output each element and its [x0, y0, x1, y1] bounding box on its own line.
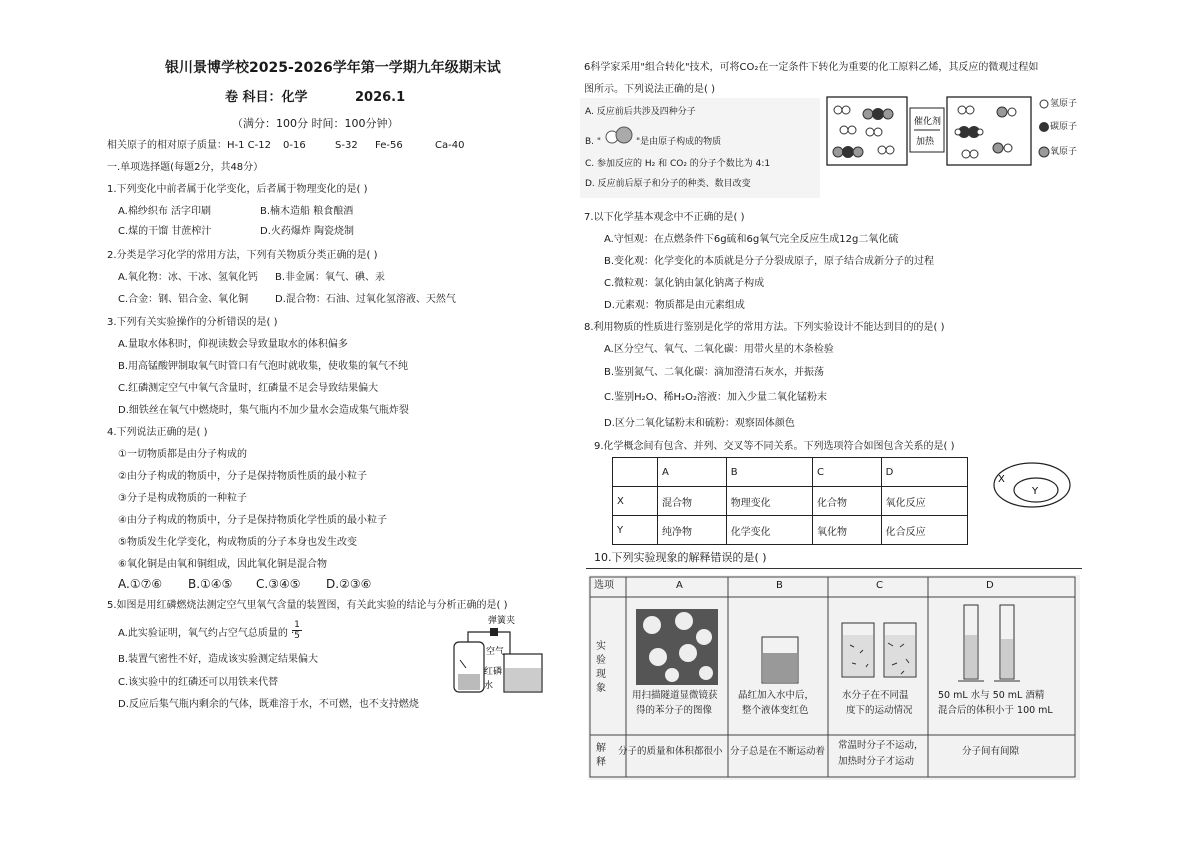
q10-header-a: A [676, 580, 683, 591]
table-cell: 化学变化 [726, 516, 812, 545]
beaker-red-solution-icon [762, 637, 798, 683]
table-cell: A [658, 458, 727, 487]
table-row [613, 458, 968, 487]
table-cell: 混合物 [658, 487, 727, 516]
catalyst-label: 催化剂 [914, 117, 942, 127]
q10-d-phenomenon-2: 混合后的体积小于 100 mL [938, 705, 1053, 716]
bottle-water-icon [458, 674, 480, 690]
q10-row-label-explanation [596, 742, 610, 770]
q6-option-b-prefix: B. " [585, 137, 602, 147]
label-air: 空气 [486, 647, 505, 657]
table-cell: 化合反应 [881, 516, 967, 545]
atomic-mass-4: Fe-56 [375, 140, 403, 151]
label-char: 释 [596, 757, 606, 768]
q6-option-a: A. 反应前后共涉及四种分子 [585, 107, 696, 117]
q4-stem: 4.下列说法正确的是( ) [107, 427, 208, 438]
label-char: 验 [596, 655, 606, 666]
q4-statement-2: ②由分子构成的物质中，分子是保持物质性质的最小粒子 [118, 471, 367, 482]
table-cell: 物理变化 [726, 487, 812, 516]
label-water: 水 [484, 681, 494, 691]
q4-statement-6: ⑥氧化铜是由氧和铜组成，因此氧化铜是混合物 [118, 559, 327, 570]
legend-carbon: 碳原子 [1050, 122, 1078, 132]
q4-statement-3: ③分子是构成物质的一种粒子 [118, 493, 247, 504]
q1-option-d: D.火药爆炸 陶瓷烧制 [260, 226, 355, 237]
q4-option-a: A.①⑦⑥ [118, 577, 163, 591]
q1-option-c: C.煤的干馏 甘蔗榨汁 [118, 226, 212, 237]
q5-apparatus-figure [448, 612, 550, 697]
label-char: 现 [596, 669, 606, 680]
q4-option-b: B.①④⑤ [188, 577, 233, 591]
exam-date: 2026.1 [355, 90, 406, 105]
q8-option-d: D.区分二氧化锰粉末和硫粉：观察固体颜色 [604, 418, 795, 429]
table-row [613, 487, 968, 516]
outer-ellipse-icon [994, 463, 1070, 507]
q5-option-b: B.装置气密性不好，造成该实验测定结果偏大 [118, 654, 319, 665]
table-cell: Y [613, 516, 658, 545]
spring-clamp-icon [490, 628, 498, 636]
q10-b-explanation: 分子总是在不断运动着 [730, 746, 826, 757]
q4-statement-1: ①一切物质都是由分子构成的 [118, 449, 247, 460]
q10-c-explanation-2: 加热时分子才运动 [838, 756, 915, 767]
q1-stem: 1.下列变化中前者属于化学变化，后者属于物理变化的是( ) [107, 184, 368, 195]
q2-option-d: D.混合物：石油、过氧化氢溶液、天然气 [275, 294, 456, 305]
q10-a-phenomenon-1: 用扫描隧道显微镜获 [632, 690, 718, 701]
q3-option-b: B.用高锰酸钾制取氧气时管口有气泡时就收集，使收集的氧气不纯 [118, 361, 409, 372]
q10-d-phenomenon-1: 50 mL 水与 50 mL 酒精 [938, 690, 1045, 701]
q5-option-a: A.此实验证明，氧气约占空气总质量的 · [118, 628, 295, 639]
table-cell [613, 458, 658, 487]
q8-option-a: A.区分空气、氧气、二氧化碳：用带火星的木条检验 [604, 344, 834, 355]
label-phosphorus: 红磷 [484, 667, 503, 677]
table-cell: 纯净物 [658, 516, 727, 545]
q10-row-label-phenomenon [596, 640, 610, 696]
q10-c-explanation-1: 常温时分子不运动， [838, 740, 924, 751]
q4-statement-4: ④由分子构成的物质中，分子是保持物质化学性质的最小粒子 [118, 515, 387, 526]
q7-option-d: D.元素观：物质都是由元素组成 [604, 300, 745, 311]
molecule-co-icon [604, 126, 636, 144]
atomic-mass-5: Ca-40 [435, 140, 465, 151]
q3-option-d: D.细铁丝在氧气中燃烧时，集气瓶内不加少量水会造成集气瓶炸裂 [118, 405, 409, 416]
q4-option-c: C.③④⑤ [256, 577, 301, 591]
venn-label-y: Y [1032, 486, 1039, 497]
q3-stem: 3.下列有关实验操作的分析错误的是( ) [107, 317, 278, 328]
label-char: 解 [596, 743, 606, 754]
q3-option-a: A.量取水体积时，仰视读数会导致量取水的体积偏多 [118, 339, 348, 350]
oxygen-atom-icon [1039, 147, 1049, 157]
table-cell: D [881, 458, 967, 487]
q2-option-a: A.氧化物：冰、干冰、氢氧化钙 [118, 272, 258, 283]
table-cell: X [613, 487, 658, 516]
q10-c-phenomenon-1: 水分子在不同温 [842, 690, 909, 701]
heating-label: 加热 [916, 137, 935, 147]
table-cell: 化合物 [812, 487, 881, 516]
q7-option-b: B.变化观：化学变化的本质就是分子分裂成原子，原子结合成新分子的过程 [604, 256, 935, 267]
beaker-water-icon [505, 668, 541, 691]
q3-option-c: C.红磷测定空气中氧气含量时，红磷量不足会导致结果偏大 [118, 383, 379, 394]
table-row [613, 516, 968, 545]
section-heading: 一.单项选择题(每题2分，共48分） [107, 162, 264, 173]
q6-option-c: C. 参加反应的 H₂ 和 CO₂ 的分子个数比为 4:1 [585, 159, 771, 169]
q10-header-option: 选项 [594, 580, 614, 591]
table-cell: 氧化反应 [881, 487, 967, 516]
q10-c-phenomenon-2: 度下的运动情况 [846, 705, 913, 716]
q10-a-explanation: 分子的质量和体积都很小 [618, 746, 723, 757]
q8-option-c: C.鉴别H₂O、稀H₂O₂溶液：加入少量二氧化锰粉末 [604, 392, 827, 403]
q2-stem: 2.分类是学习化学的常用方法，下列有关物质分类正确的是( ) [107, 250, 378, 261]
q10-d-explanation: 分子间有间隙 [962, 746, 1020, 757]
q5-stem: 5.如图是用红磷燃烧法测定空气里氧气含量的装置图，有关此实验的结论与分析正确的是( ) [107, 600, 508, 611]
q8-stem: 8.利用物质的性质进行鉴别是化学的常用方法。下列实验设计不能达到目的的是( ) [584, 322, 945, 333]
table-cell: C [812, 458, 881, 487]
hydrogen-atom-icon [1040, 100, 1048, 108]
q6-stem-line1: 6科学家采用"组合转化"技术，可将CO₂在一定条件下转化为重要的化工原料乙烯，其反应的微观过程如 [584, 62, 1039, 73]
q10-header-b: B [776, 580, 783, 591]
exam-title: 银川景博学校2025-2026学年第一学期九年级期末试 [165, 60, 501, 76]
label-char: 象 [596, 683, 606, 694]
q10-a-phenomenon-2: 得的苯分子的图像 [636, 705, 713, 716]
q6-stem-line2: 图所示。下列说法正确的是( ) [584, 84, 715, 95]
q1-option-b: B.楠木造船 粮食酿酒 [260, 206, 354, 217]
spoon-icon [460, 660, 466, 668]
q6-reaction-figure [826, 94, 1066, 168]
exam-subject: 卷 科目：化学 [225, 90, 308, 105]
score-time: （满分：100分 时间：100分钟） [232, 117, 399, 130]
table-cell: 氧化物 [812, 516, 881, 545]
q7-option-c: C.微粒观：氯化钠由氯化钠离子构成 [604, 278, 765, 289]
q6-option-b: "是由原子构成的物质 [636, 137, 722, 147]
atomic-mass-1: 相关原子的相对原子质量：H-1 C-12 [107, 140, 271, 151]
q9-venn-diagram [992, 460, 1074, 510]
legend-oxygen: 氧原子 [1050, 147, 1078, 157]
q10-stem: 10.下列实验现象的解释错误的是( ) [594, 551, 767, 564]
label-clamp: 弹簧夹 [488, 616, 516, 626]
atomic-mass-2: 0-16 [283, 140, 306, 151]
atomic-mass-3: S-32 [335, 140, 358, 151]
carbon-atom-icon [1039, 122, 1049, 132]
q4-statement-5: ⑤物质发生化学变化，构成物质的分子本身也发生改变 [118, 537, 357, 548]
q10-header-d: D [986, 580, 994, 591]
q10-divider [586, 568, 1082, 569]
venn-label-x: X [998, 474, 1005, 485]
q1-option-a: A.棉纱织布 活字印刷 [118, 206, 212, 217]
fraction-numerator: 1 [294, 620, 300, 630]
q10-header-c: C [876, 580, 883, 591]
fraction-denominator: 5 [292, 630, 302, 641]
q5-option-c: C.该实验中的红磷还可以用铁来代替 [118, 677, 279, 688]
q2-option-b: B.非金属：氧气、碘、汞 [275, 272, 386, 283]
large-atom-icon [616, 127, 632, 143]
q8-option-b: B.鉴别氮气、二氧化碳：滴加澄清石灰水，并振荡 [604, 367, 825, 378]
q7-stem: 7.以下化学基本观念中不正确的是( ) [584, 212, 745, 223]
q5-option-d: D.反应后集气瓶内剩余的气体，既难溶于水，不可燃，也不支持燃烧 [118, 699, 419, 710]
label-char: 实 [596, 641, 606, 652]
q5-fraction [292, 620, 302, 641]
graduated-cylinders-icon [958, 605, 1020, 681]
q10-b-phenomenon-1: 晶红加入水中后， [738, 690, 815, 701]
q9-stem: 9.化学概念间有包含、并列、交叉等不同关系。下列选项符合如图包含关系的是( ) [594, 441, 955, 452]
q4-option-d: D.②③⑥ [326, 577, 372, 591]
table-cell: B [726, 458, 812, 487]
q7-option-a: A.守恒观：在点燃条件下6g硫和6g氧气完全反应生成12g二氧化硫 [604, 234, 899, 245]
q6-option-d: D. 反应前后原子和分子的种类、数目改变 [585, 179, 751, 189]
beakers-temperature-icon [842, 623, 916, 677]
q2-option-c: C.合金：钢、铝合金、氧化铜 [118, 294, 249, 305]
legend-hydrogen: 氢原子 [1050, 99, 1078, 109]
q9-table [612, 457, 968, 545]
q10-b-phenomenon-2: 整个液体变红色 [742, 705, 809, 716]
